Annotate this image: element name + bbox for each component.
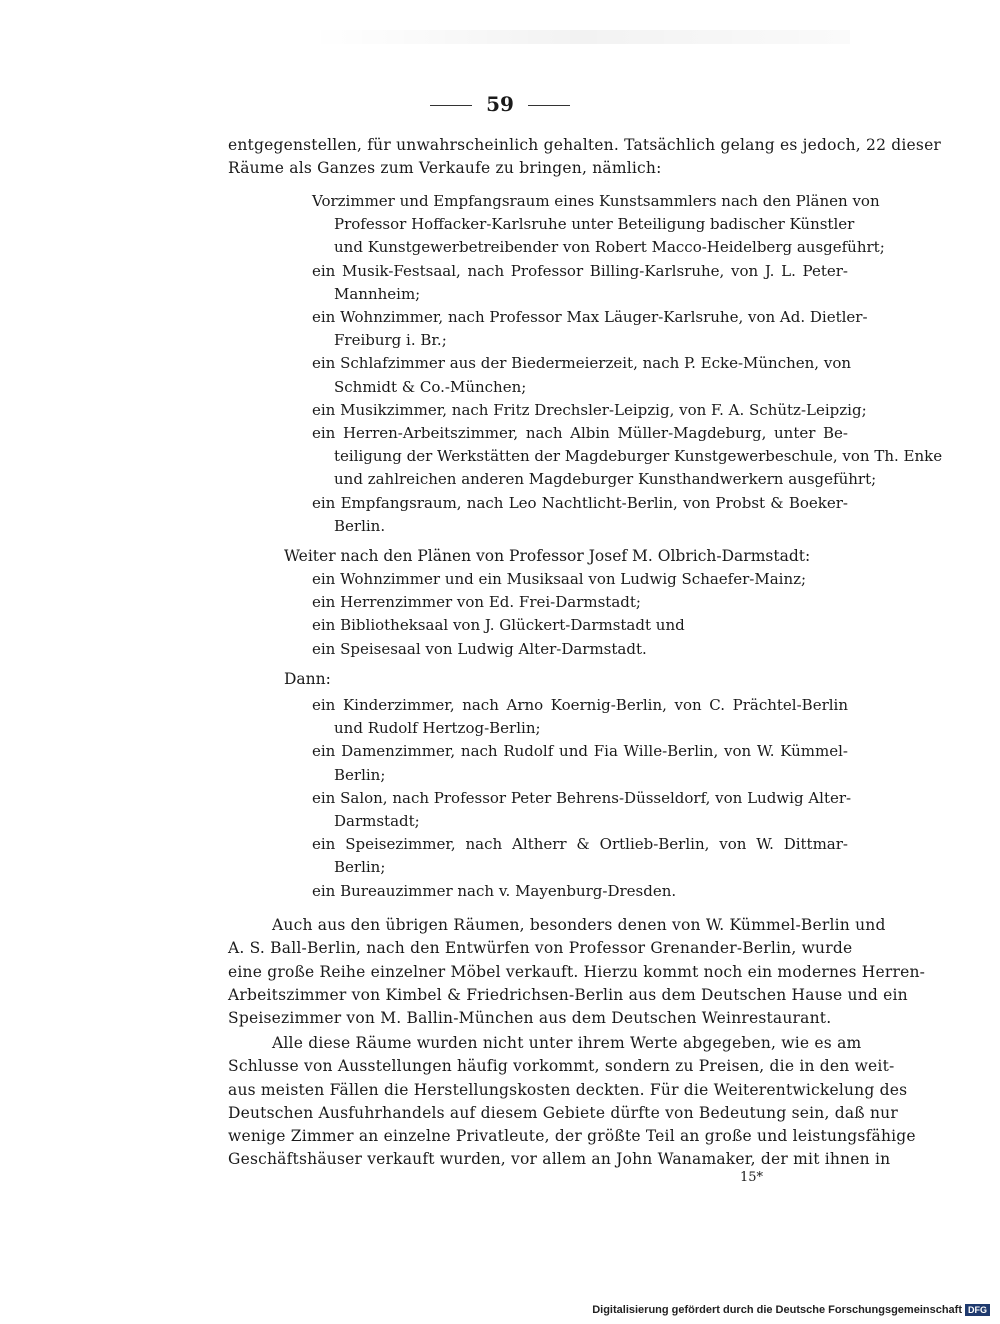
paragraph-opening bbox=[228, 134, 942, 181]
text-line: aus meisten Fällen die Herstellungskosten deckten. Für die Weiterentwickelung des bbox=[228, 1080, 908, 1099]
text-line: Räume als Ganzes zum Verkaufe zu bringen, nämlich: bbox=[228, 159, 662, 178]
text-line: Deutschen Ausfuhrhandels auf diesem Gebiete dürfte von Bedeutung sein, daß nur bbox=[228, 1103, 898, 1122]
scan-shadow bbox=[310, 30, 850, 44]
list-item bbox=[312, 740, 848, 786]
list-item-text: ein Speisezimmer, nach Altherr & Ortlieb-Berlin, von W. Dittmar- bbox=[312, 835, 848, 854]
list-item-continuation: und Kunstgewerbetreibender von Robert Macco-Heidelberg ausgeführt; bbox=[334, 238, 885, 257]
list-item bbox=[312, 880, 848, 903]
room-list-primary bbox=[312, 190, 943, 538]
list-item-continuation: Mannheim; bbox=[334, 284, 421, 303]
list-item-text: Vorzimmer und Empfangsraum eines Kunstsammlers nach den Plänen von bbox=[312, 192, 880, 210]
text-line: Speisezimmer von M. Ballin-München aus dem Deutschen Weinrestaurant. bbox=[228, 1009, 832, 1028]
dfg-logo: DFG bbox=[965, 1304, 990, 1316]
list-item bbox=[312, 306, 868, 352]
list-item-text: ein Bureauzimmer nach v. Mayenburg-Dresden. bbox=[312, 881, 677, 900]
list-item-text: ein Speisesaal von Ludwig Alter-Darmstadt. bbox=[312, 639, 647, 658]
list-item-text: ein Kinderzimmer, nach Arno Koernig-Berlin, von C. Prächtel-Berlin bbox=[312, 696, 848, 714]
list-item-text: ein Salon, nach Professor Peter Behrens-Düsseldorf, von Ludwig Alter- bbox=[312, 788, 852, 807]
list-intro-olbrich: Weiter nach den Plänen von Professor Josef M. Olbrich-Darmstadt: bbox=[284, 547, 811, 565]
list-item bbox=[312, 568, 848, 591]
list-item bbox=[312, 352, 852, 398]
list-item bbox=[312, 492, 848, 538]
text-line: wenige Zimmer an einzelne Privatleute, der größte Teil an große und leistungsfähige bbox=[228, 1127, 916, 1146]
list-item-text: ein Schlafzimmer aus der Biedermeierzeit, nach P. Ecke-München, von bbox=[312, 354, 852, 373]
list-item-text: ein Herren-Arbeitszimmer, nach Albin Müller-Magdeburg, unter Be- bbox=[312, 424, 848, 443]
list-item bbox=[312, 190, 885, 260]
paragraph-other-rooms bbox=[228, 914, 926, 1030]
list-item bbox=[312, 399, 867, 422]
list-item bbox=[312, 694, 848, 740]
list-item-text: ein Herrenzimmer von Ed. Frei-Darmstadt; bbox=[312, 593, 641, 612]
list-item-text: ein Empfangsraum, nach Leo Nachtlicht-Berlin, von Probst & Boeker- bbox=[312, 493, 848, 512]
text-line: Alle diese Räume wurden nicht unter ihrem Werte abgegeben, wie es am bbox=[272, 1034, 862, 1052]
list-item-text: ein Wohnzimmer, nach Professor Max Läuger-Karlsruhe, von Ad. Dietler- bbox=[312, 308, 868, 327]
text-line: entgegenstellen, für unwahrscheinlich gehalten. Tatsächlich gelang es jedoch, 22 dieser bbox=[228, 136, 942, 154]
list-item-continuation: teiligung der Werkstätten der Magdeburger Kunstgewerbeschule, von Th. Enke bbox=[334, 447, 943, 466]
list-item-continuation: und Rudolf Hertzog-Berlin; bbox=[334, 719, 541, 738]
list-item bbox=[312, 422, 943, 492]
list-item-text: ein Bibliotheksaal von J. Glückert-Darmstadt und bbox=[312, 616, 685, 635]
list-item bbox=[312, 591, 848, 614]
list-item-continuation: Freiburg i. Br.; bbox=[334, 331, 447, 350]
list-item-continuation: Darmstadt; bbox=[334, 812, 420, 831]
list-item-text: ein Wohnzimmer und ein Musiksaal von Ludwig Schaefer-Mainz; bbox=[312, 570, 807, 588]
list-item-continuation: Schmidt & Co.-München; bbox=[334, 377, 527, 396]
list-item-continuation: Berlin; bbox=[334, 858, 386, 877]
list-item bbox=[312, 614, 848, 637]
paragraph-sales bbox=[228, 1032, 916, 1172]
list-item-continuation: Berlin; bbox=[334, 765, 386, 784]
page-header bbox=[0, 92, 1000, 116]
list-item-continuation: und zahlreichen anderen Magdeburger Kunsthandwerkern ausgeführt; bbox=[334, 470, 877, 489]
text-line: Geschäftshäuser verkauft wurden, vor allem an John Wanamaker, der mit ihnen in bbox=[228, 1150, 891, 1169]
digitization-credit bbox=[592, 1304, 990, 1316]
credit-text: Digitalisierung gefördert durch die Deutsche Forschungsgemeinschaft bbox=[592, 1303, 962, 1316]
text-line: Schlusse von Ausstellungen häufig vorkommt, sondern zu Preisen, die in den weit- bbox=[228, 1057, 895, 1076]
page-number: 59 bbox=[486, 92, 514, 116]
list-item bbox=[312, 833, 848, 879]
text-line: Arbeitszimmer von Kimbel & Friedrichsen-Berlin aus dem Deutschen Hause und ein bbox=[228, 985, 908, 1004]
list-item-continuation: Professor Hoffacker-Karlsruhe unter Beteiligung badischer Künstler bbox=[334, 215, 855, 234]
text-line: Auch aus den übrigen Räumen, besonders denen von W. Kümmel-Berlin und bbox=[272, 916, 886, 934]
signature-mark: 15* bbox=[740, 1170, 764, 1185]
header-rule-right bbox=[528, 105, 570, 106]
list-item-text: ein Musikzimmer, nach Fritz Drechsler-Leipzig, von F. A. Schütz-Leipzig; bbox=[312, 400, 867, 419]
list-item-continuation: Berlin. bbox=[334, 516, 386, 535]
list-item bbox=[312, 260, 848, 306]
list-intro-dann: Dann: bbox=[284, 670, 331, 688]
list-item bbox=[312, 638, 848, 661]
text-line: eine große Reihe einzelner Möbel verkauft. Hierzu kommt noch ein modernes Herren- bbox=[228, 962, 926, 981]
text-line: A. S. Ball-Berlin, nach den Entwürfen von Professor Grenander-Berlin, wurde bbox=[228, 939, 853, 958]
list-item bbox=[312, 787, 852, 833]
list-item-text: ein Musik-Festsaal, nach Professor Billing-Karlsruhe, von J. L. Peter- bbox=[312, 261, 848, 280]
room-list-olbrich bbox=[312, 568, 848, 661]
room-list-further bbox=[312, 694, 852, 903]
header-rule-left bbox=[430, 105, 472, 106]
list-item-text: ein Damenzimmer, nach Rudolf und Fia Wille-Berlin, von W. Kümmel- bbox=[312, 742, 848, 761]
